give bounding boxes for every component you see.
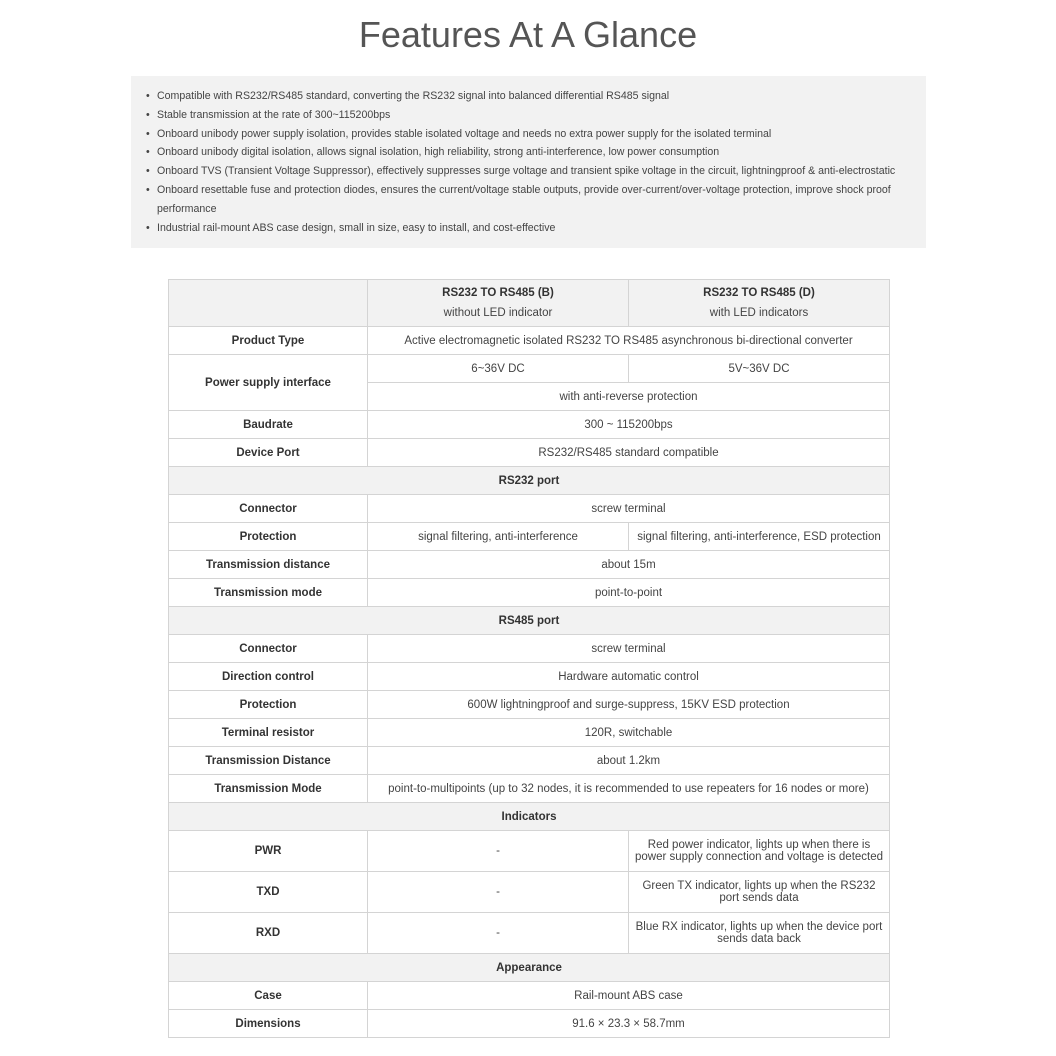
row-label: Direction control xyxy=(169,663,368,691)
row-value: screw terminal xyxy=(368,495,890,523)
table-row xyxy=(169,495,890,523)
bullet-icon: • xyxy=(146,165,150,178)
row-label: Transmission Mode xyxy=(169,775,368,803)
row-value-d: 5V~36V DC xyxy=(629,355,890,383)
table-row xyxy=(169,691,890,719)
row-label: RXD xyxy=(169,913,368,954)
table-row xyxy=(169,1010,890,1038)
column-header-d xyxy=(629,280,890,327)
section-row xyxy=(169,467,890,495)
features-list xyxy=(146,87,906,237)
row-value-b: - xyxy=(368,913,629,954)
feature-text: Compatible with RS232/RS485 standard, converting the RS232 signal into balanced differential RS485 signal xyxy=(157,90,670,102)
row-label: Dimensions xyxy=(169,1010,368,1038)
column-subtitle-b: without LED indicator xyxy=(443,307,553,319)
header-blank-cell xyxy=(169,280,368,327)
row-value: about 15m xyxy=(368,551,890,579)
section-title: RS485 port xyxy=(169,607,890,635)
row-label: Baudrate xyxy=(169,411,368,439)
feature-item xyxy=(146,87,906,106)
row-value-b: - xyxy=(368,872,629,913)
table-row xyxy=(169,747,890,775)
bullet-icon: • xyxy=(146,108,150,121)
table-row xyxy=(169,872,890,913)
row-label: Terminal resistor xyxy=(169,719,368,747)
row-label: PWR xyxy=(169,831,368,872)
bullet-icon: • xyxy=(146,90,150,102)
row-label: Device Port xyxy=(169,439,368,467)
feature-text: Stable transmission at the rate of 300~115200bps xyxy=(157,108,391,121)
table-row xyxy=(169,719,890,747)
row-label: Protection xyxy=(169,691,368,719)
row-value-d: Blue RX indicator, lights up when the device port sends data back xyxy=(629,913,890,954)
bullet-icon: • xyxy=(146,146,150,159)
spec-table xyxy=(168,279,890,1038)
row-value-b: signal filtering, anti-interference xyxy=(368,523,629,551)
feature-text: Onboard resettable fuse and protection diodes, ensures the current/voltage stable outputs, provide over-current/over-voltage protection, improve shock proof performance xyxy=(157,183,891,215)
row-value-d: Red power indicator, lights up when there is power supply connection and voltage is detected xyxy=(629,831,890,872)
table-row xyxy=(169,831,890,872)
row-label: Transmission Distance xyxy=(169,747,368,775)
row-value-d: signal filtering, anti-interference, ESD protection xyxy=(629,523,890,551)
bullet-icon: • xyxy=(146,127,150,140)
row-value: 91.6 × 23.3 × 58.7mm xyxy=(368,1010,890,1038)
table-row xyxy=(169,523,890,551)
feature-text: Onboard TVS (Transient Voltage Suppressor), effectively suppresses surge voltage and transient spike voltage in the circuit, lightningproof & anti-electrostatic xyxy=(157,165,896,178)
feature-item xyxy=(146,106,906,125)
table-row xyxy=(169,913,890,954)
section-row xyxy=(169,607,890,635)
table-row xyxy=(169,411,890,439)
row-label: Product Type xyxy=(169,327,368,355)
feature-text: Industrial rail-mount ABS case design, small in size, easy to install, and cost-effective xyxy=(157,221,556,234)
row-label: TXD xyxy=(169,872,368,913)
row-value: Hardware automatic control xyxy=(368,663,890,691)
section-row xyxy=(169,954,890,982)
row-value: 600W lightningproof and surge-suppress, 15KV ESD protection xyxy=(368,691,890,719)
page-title: Features At A Glance xyxy=(358,14,698,55)
table-row xyxy=(169,439,890,467)
row-label: Protection xyxy=(169,523,368,551)
table-row xyxy=(169,551,890,579)
column-title-d: RS232 TO RS485 (D) xyxy=(703,287,815,299)
bullet-icon: • xyxy=(146,183,150,196)
section-title: Appearance xyxy=(169,954,890,982)
features-box xyxy=(131,76,926,248)
feature-item xyxy=(146,219,906,238)
feature-text: Onboard unibody digital isolation, allows signal isolation, high reliability, strong anti-interference, low power consumption xyxy=(157,146,720,159)
bullet-icon: • xyxy=(146,221,150,234)
table-row xyxy=(169,982,890,1010)
column-header-b xyxy=(368,280,629,327)
feature-item xyxy=(146,143,906,162)
row-label: Transmission distance xyxy=(169,551,368,579)
row-label: Case xyxy=(169,982,368,1010)
row-label: Power supply interface xyxy=(169,355,368,411)
row-value: 120R, switchable xyxy=(368,719,890,747)
table-row xyxy=(169,327,890,355)
row-value: with anti-reverse protection xyxy=(368,383,890,411)
row-value-b: - xyxy=(368,831,629,872)
row-value: 300 ~ 115200bps xyxy=(368,411,890,439)
row-value: point-to-multipoints (up to 32 nodes, it is recommended to use repeaters for 16 nodes or more) xyxy=(368,775,890,803)
section-title: Indicators xyxy=(169,803,890,831)
row-label: Connector xyxy=(169,495,368,523)
row-value: screw terminal xyxy=(368,635,890,663)
row-value-d: Green TX indicator, lights up when the RS232 port sends data xyxy=(629,872,890,913)
feature-item xyxy=(146,162,906,181)
section-title: RS232 port xyxy=(169,467,890,495)
row-value: RS232/RS485 standard compatible xyxy=(368,439,890,467)
table-row xyxy=(169,663,890,691)
row-label: Transmission mode xyxy=(169,579,368,607)
row-value: about 1.2km xyxy=(368,747,890,775)
column-subtitle-d: with LED indicators xyxy=(709,307,809,319)
row-value: Active electromagnetic isolated RS232 TO RS485 asynchronous bi-directional converter xyxy=(368,327,890,355)
column-title-b: RS232 TO RS485 (B) xyxy=(442,287,554,299)
table-row xyxy=(169,635,890,663)
table-row xyxy=(169,775,890,803)
row-value: Rail-mount ABS case xyxy=(368,982,890,1010)
row-value: point-to-point xyxy=(368,579,890,607)
table-row xyxy=(169,355,890,383)
section-row xyxy=(169,803,890,831)
feature-item xyxy=(146,125,906,144)
row-label: Connector xyxy=(169,635,368,663)
feature-item xyxy=(146,181,906,219)
feature-text: Onboard unibody power supply isolation, provides stable isolated voltage and needs no extra power supply for the isolated terminal xyxy=(157,127,772,140)
table-header-row xyxy=(169,280,890,327)
row-value-b: 6~36V DC xyxy=(368,355,629,383)
table-row xyxy=(169,579,890,607)
